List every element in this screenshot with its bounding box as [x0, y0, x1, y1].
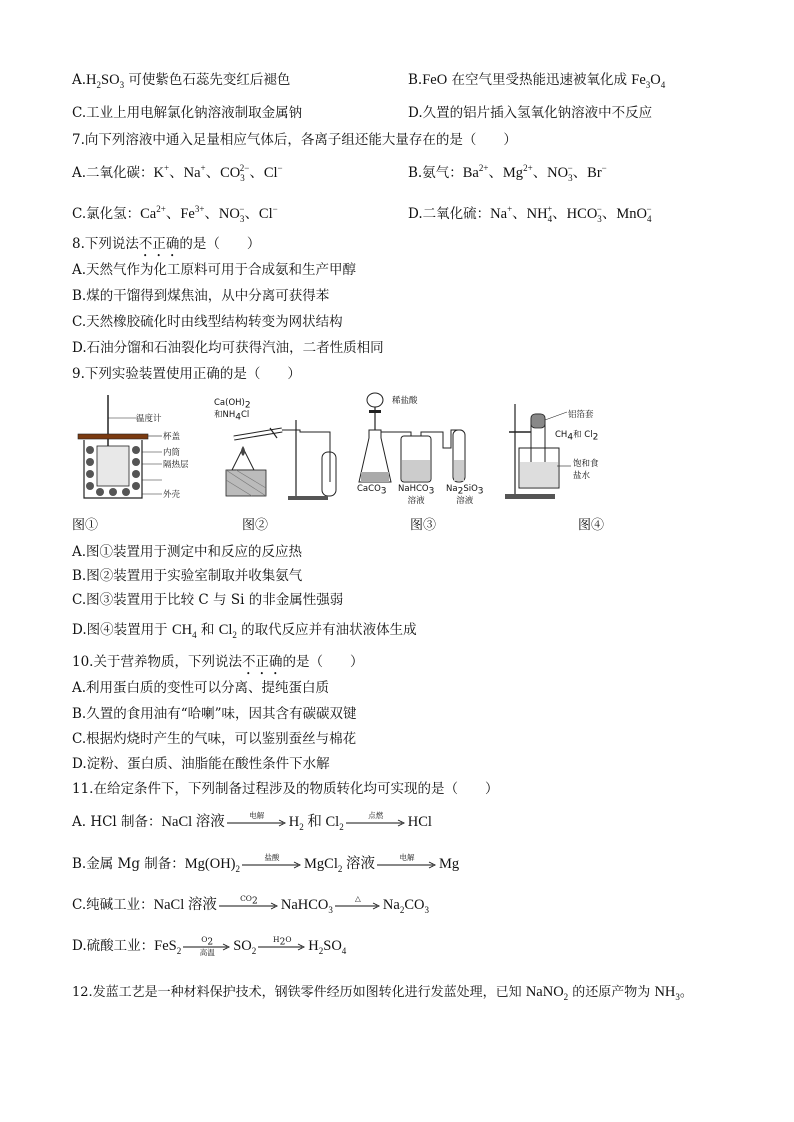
fig4-label-gases: $CH_4$和 $Cl_2$ [555, 430, 599, 443]
q7-option-a: A.二氧化碳：K+、Na+、$CO_3^{2-}$、Cl− [72, 163, 283, 183]
q8-option-c: C.天然橡胶硫化时由线型结构转变为网状结构 [72, 314, 343, 330]
q6-b-prefix: B. [408, 72, 423, 88]
q6-a-prefix: A. [72, 72, 87, 88]
fig3-label-caco3: CaCO$_3$ [357, 484, 387, 497]
q6-a-formula: $H_2SO_3$ [86, 72, 125, 90]
q7-stem: 7.向下列溶液中通入足量相应气体后，各离子组还能大量存在的是（ ） [72, 132, 517, 148]
figure-1-caption: 图① [72, 518, 99, 533]
arrow-ignite: 点燃 [346, 813, 406, 833]
figure-3-caption: 图③ [410, 518, 437, 533]
arrow-electrolysis-2: 电解 [377, 855, 437, 875]
q8-option-a: A.天然气作为化工原料可用于合成氨和生产甲醇 [72, 262, 357, 278]
fig1-label-shell: 外壳 [163, 490, 181, 500]
q8-stem: 8.下列说法不正确的是（ ） [72, 236, 261, 252]
fig4-label-foil: 铝箔套 [568, 410, 594, 420]
figure-2-caption: 图② [242, 518, 269, 533]
q6-b-formula: FeO [422, 72, 448, 88]
q9-option-b: B.图②装置用于实验室制取并收集氨气 [72, 568, 303, 584]
q9-option-d: D.图④装置用于 $CH_4$ 和 $Cl_2$ 的取代反应并有油状液体生成 [72, 622, 417, 640]
arrow-hcl: 盐酸 [242, 855, 302, 875]
q7-option-b: B.氨气：$Ba^{2+}$、$Mg^{2+}$、$NO_3^-$、Br− [408, 163, 607, 183]
q11-option-d: D.硫酸工业：FeS$_2$ $O_2$ 高温 $SO_2$ $H_2O$ $H_2SO_4$ [72, 934, 347, 957]
q8-option-b: B.煤的干馏得到煤焦油，从中分离可获得苯 [72, 288, 330, 304]
fig1-label-insulation: 隔热层 [163, 460, 189, 470]
q9-option-c: C.图③装置用于比较 C 与 Si 的非金属性强弱 [72, 592, 344, 608]
fig3-label-nahco3: NaHCO$_3$ 溶液 [398, 484, 435, 506]
arrow-o2-high-temp: $O_2$ 高温 [183, 937, 231, 957]
q10-stem: 10.关于营养物质，下列说法不正确的是（ ） [72, 654, 364, 670]
q6-b-text: 在空气里受热能迅速被氧化成 [447, 72, 632, 88]
q11-option-a: A. HCl 制备：NaCl 溶液 电解 $H_2$ 和 $Cl_2$ 点燃 HCl [72, 810, 432, 832]
q12-stem: 12.发蓝工艺是一种材料保护技术，钢铁零件经历如图转化进行发蓝处理，已知 NaNO$_2$ 的还原产物为 $NH_3$。 [72, 984, 693, 1002]
q10-option-a: A.利用蛋白质的变性可以分离、提纯蛋白质 [72, 680, 330, 696]
fig1-label-inner: 内筒 [163, 448, 181, 458]
q10-option-c: C.根据灼烧时产生的气味，可以鉴别蚕丝与棉花 [72, 731, 357, 747]
q6-a-text: 可使紫色石蕊先变红后褪色 [124, 72, 291, 88]
arrow-co2: $CO_2$ [219, 896, 279, 916]
fig4-label-brine: 饱和食 盐水 [573, 459, 599, 481]
q11-option-c: C.纯碱工业：NaCl 溶液 $CO_2$ NaHCO$_3$ △ $Na_2CO_3$ [72, 893, 429, 915]
q11-stem: 11.在给定条件下，下列制备过程涉及的物质转化均可实现的是（ ） [72, 781, 499, 797]
arrow-electrolysis: 电解 [227, 813, 287, 833]
q6-b-formula2: $Fe_3O_4$ [631, 72, 666, 90]
q7-option-d: D.二氧化硫：Na+、$NH_4^+$、$HCO_3^-$、MnO$_4$− [408, 204, 652, 224]
q10-option-d: D.淀粉、蛋白质、油脂能在酸性条件下水解 [72, 756, 330, 772]
q11-option-b: B.金属 Mg 制备：$Mg(OH)_2$ 盐酸 MgCl$_2$ 溶液 电解 Mg [72, 852, 460, 874]
q6-option-d: D.久置的铝片插入氢氧化钠溶液中不反应 [408, 105, 653, 121]
arrow-heat: △ [335, 896, 381, 916]
fig3-label-na2sio3: $Na_2SiO_3$ 溶液 [446, 484, 484, 506]
fig1-label-thermometer: 温度计 [136, 414, 162, 424]
fig1-label-lid: 杯盖 [163, 432, 181, 442]
q8-option-d: D.石油分馏和石油裂化均可获得汽油，二者性质相同 [72, 340, 384, 356]
q10-option-b: B.久置的食用油有“哈喇”味，因其含有碳碳双键 [72, 706, 357, 722]
q6-option-a [72, 70, 290, 90]
fig2-label-reagent: $Ca(OH)_2$ 和$NH_4Cl$ [214, 398, 251, 423]
q6-option-b [408, 70, 665, 90]
q9-stem: 9.下列实验装置使用正确的是（ ） [72, 366, 301, 382]
figure-1-calorimeter [70, 390, 200, 505]
q9-option-a: A.图①装置用于测定中和反应的反应热 [72, 544, 303, 560]
figure-4-methane-chlorination [495, 390, 620, 505]
q6-option-c: C.工业上用电解氯化钠溶液制取金属钠 [72, 105, 303, 121]
fig3-label-acid: 稀盐酸 [392, 396, 418, 406]
q7-option-c: C.氯化氢：$Ca^{2+}$、$Fe^{3+}$、$NO_3^-$、Cl− [72, 204, 278, 224]
figure-4-caption: 图④ [578, 518, 605, 533]
arrow-water: $H_2O$ [258, 937, 306, 957]
